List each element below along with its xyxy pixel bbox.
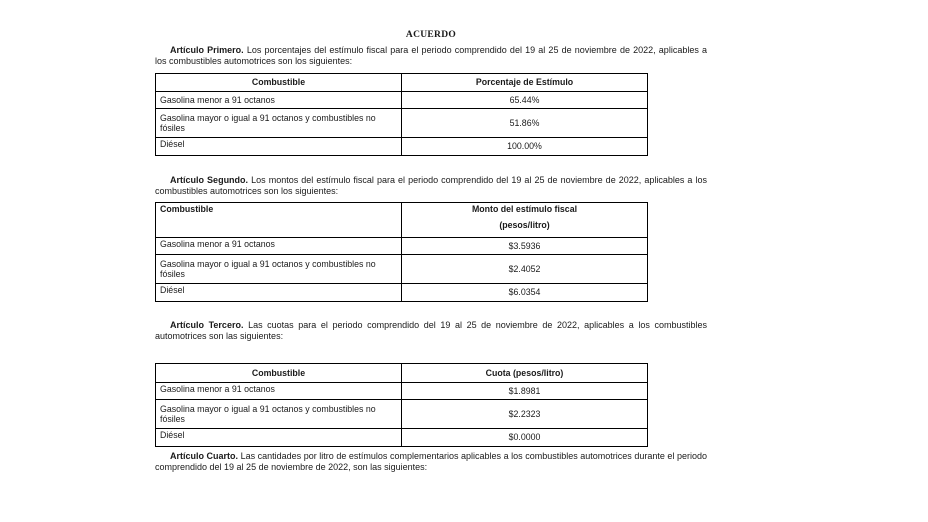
column-header-monto-line1: Monto del estímulo fiscal [471, 204, 578, 214]
articulo-segundo-title: Artículo Segundo. [170, 175, 249, 185]
document-heading: ACUERDO [405, 30, 457, 40]
table-row [156, 400, 648, 429]
cell-value: 100.00% [402, 138, 648, 156]
cell-value: $2.2323 [402, 400, 648, 429]
column-header-porcentaje: Porcentaje de Estímulo [402, 74, 648, 92]
table-row [156, 383, 648, 400]
cell-value: 51.86% [402, 109, 648, 138]
cell-value: 65.44% [402, 92, 648, 109]
cell-combustible: Gasolina menor a 91 octanos [156, 383, 402, 400]
articulo-primero-text: Los porcentajes del estímulo fiscal para el periodo comprendido del 19 al 25 de noviembre de 2022, aplicables a los combustibles automotrices son los siguientes: [155, 45, 707, 66]
table-header-row [156, 203, 648, 238]
column-header-cuota: Cuota (pesos/litro) [402, 364, 648, 383]
cell-value: $0.0000 [402, 429, 648, 447]
table-row [156, 92, 648, 109]
cell-value: $3.5936 [402, 238, 648, 255]
cell-value: $6.0354 [402, 284, 648, 302]
articulo-primero-paragraph [155, 45, 707, 66]
table-row [156, 109, 648, 138]
cell-combustible: Diésel [156, 138, 402, 156]
column-header-monto [402, 203, 648, 238]
articulo-segundo-paragraph [155, 175, 707, 196]
table-porcentaje-estimulo [155, 73, 648, 156]
table-header-row [156, 364, 648, 383]
column-header-combustible: Combustible [156, 74, 402, 92]
articulo-cuarto-title: Artículo Cuarto. [170, 451, 239, 461]
cell-combustible: Gasolina menor a 91 octanos [156, 238, 402, 255]
cell-value: $2.4052 [402, 255, 648, 284]
cell-combustible: Diésel [156, 284, 402, 302]
cell-combustible: Gasolina mayor o igual a 91 octanos y combustibles no fósiles [156, 255, 402, 284]
articulo-tercero-title: Artículo Tercero. [170, 320, 244, 330]
articulo-cuarto-paragraph [155, 451, 707, 472]
table-row [156, 429, 648, 447]
column-header-combustible: Combustible [156, 203, 402, 238]
table-row [156, 238, 648, 255]
articulo-tercero-paragraph [155, 320, 707, 341]
articulo-cuarto-text: Las cantidades por litro de estímulos complementarios aplicables a los combustibles automotrices durante el periodo comprendido del 19 al 25 de noviembre de 2022, son las siguientes: [155, 451, 707, 472]
cell-combustible: Gasolina menor a 91 octanos [156, 92, 402, 109]
cell-combustible: Gasolina mayor o igual a 91 octanos y combustibles no fósiles [156, 109, 402, 138]
cell-value: $1.8981 [402, 383, 648, 400]
table-cuotas [155, 363, 648, 447]
cell-combustible: Diésel [156, 429, 402, 447]
table-row [156, 284, 648, 302]
articulo-tercero-text: Las cuotas para el periodo comprendido del 19 al 25 de noviembre de 2022, aplicables a los combustibles automotrices son las siguientes: [155, 320, 707, 341]
column-header-combustible: Combustible [156, 364, 402, 383]
articulo-segundo-text: Los montos del estímulo fiscal para el periodo comprendido del 19 al 25 de noviembre de 2022, aplicables a los combustibles automotrices son los siguientes: [155, 175, 707, 196]
table-row [156, 255, 648, 284]
table-monto-estimulo [155, 202, 648, 302]
column-header-monto-line2: (pesos/litro) [499, 219, 550, 230]
articulo-primero-title: Artículo Primero. [170, 45, 244, 55]
table-header-row [156, 74, 648, 92]
cell-combustible: Gasolina mayor o igual a 91 octanos y combustibles no fósiles [156, 400, 402, 429]
table-row [156, 138, 648, 156]
